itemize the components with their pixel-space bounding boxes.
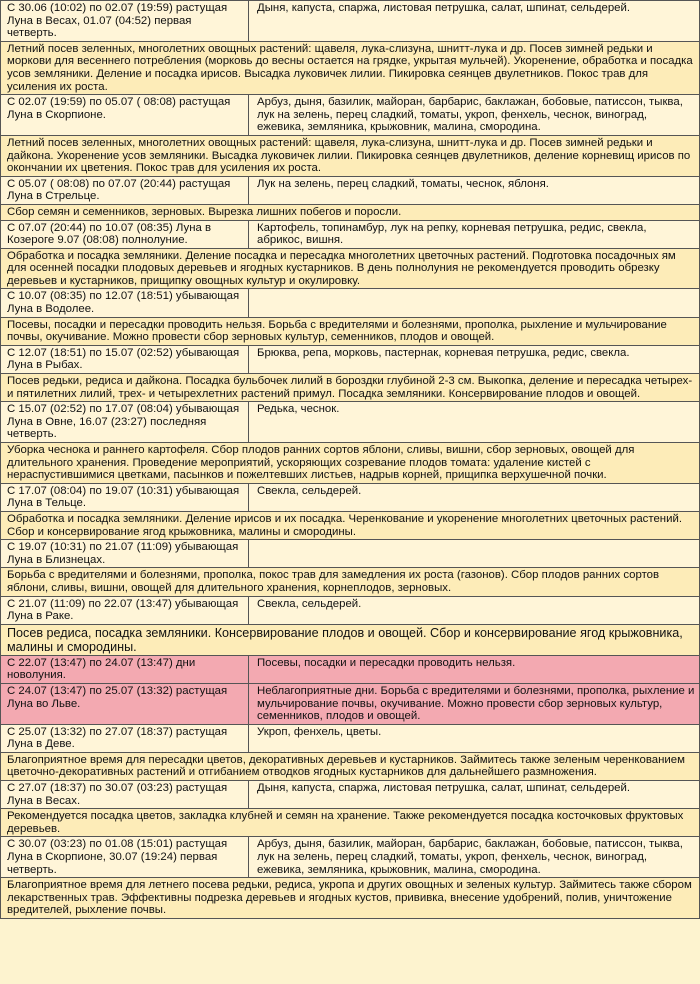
recommendation-row [0,374,700,402]
period-row [0,781,700,809]
recommendation-text: Благоприятное время для летнего посева редьки, редиса, укропа и других овощных и зеленых культур. Займитесь также сбором лекарственных трав. Эффективны подрезка деревьев и ягодных кустов, прививка, внесение удобрений, полив, уничтожение вредителей, рыхление почвы. [7,879,692,917]
period-row [0,484,700,512]
period-cell: С 02.07 (19:59) по 05.07 ( 08:08) растущая Луна в Скорпионе. [1,95,249,135]
period-row [0,289,700,317]
period-cell: С 19.07 (10:31) по 21.07 (11:09) убывающая Луна в Близнецах. [1,540,249,567]
period-cell: С 17.07 (08:04) по 19.07 (10:31) убывающая Луна в Тельце. [1,484,249,511]
recommendation-row [0,878,700,919]
recommendation-row [0,205,700,221]
plants-cell: Арбуз, дыня, базилик, майоран, барбарис, баклажан, бобовые, патиссон, тыква, лук на зелень, перец сладкий, томаты, укроп, фенхель, чеснок, виноград, ежевика, земляника, крыжовник, малина, смородина. [257,96,683,134]
plants-cell: Укроп, фенхель, цветы. [257,725,382,738]
period-row [0,95,700,136]
period-cell: С 22.07 (13:47) по 24.07 (13:47) дни новолуния. [1,656,249,683]
recommendation-text: Сбор семян и семенников, зерновых. Вырезка лишних побегов и поросли. [7,205,402,218]
period-cell: С 21.07 (11:09) по 22.07 (13:47) убывающая Луна в Раке. [1,597,249,624]
plants-cell: Лук на зелень, перец сладкий, томаты, чеснок, яблоня. [257,177,549,190]
recommendation-text: Посев редьки, редиса и дайкона. Посадка бульбочек лилий в бороздки глубиной 2-3 см. Выкопка, деление и пересадка четырех- и пятилетних лилий, трех- и четырехлетних растений примул. Посадка земляники. Консервирование плодов и овощей. [7,375,693,400]
plants-cell: Брюква, репа, морковь, пастернак, корневая петрушка, редис, свекла. [257,346,630,359]
period-cell: С 30.07 (03:23) по 01.08 (15:01) растущая Луна в Скорпионе, 30.07 (19:24) первая четверть. [1,837,249,877]
recommendation-row [0,443,700,484]
recommendation-text: Посев редиса, посадка земляники. Консервирование плодов и овощей. Сбор и консервирование ягод крыжовника, малины и смородины. [7,625,683,654]
recommendation-text: Борьба с вредителями и болезнями, прополка, покос трав для замедления их роста (газонов). Сбор плодов ранних сортов яблони, сливы, вишни, овощей для длительного хранения, корнеплодов, зерновых. [7,569,660,594]
period-cell: С 27.07 (18:37) по 30.07 (03:23) растущая Луна в Весах. [1,781,249,808]
plants-cell: Дыня, капуста, спаржа, листовая петрушка, салат, шпинат, сельдерей. [257,2,631,14]
plants-cell: Свекла, сельдерей. [257,597,362,610]
period-cell: С 30.06 (10:02) по 02.07 (19:59) растущая Луна в Весах, 01.07 (04:52) первая четверть. [1,1,249,41]
plants-cell: Дыня, капуста, спаржа, листовая петрушка, салат, шпинат, сельдерей. [257,782,631,795]
plants-cell: Картофель, топинамбур, лук на репку, корневая петрушка, редис, свекла, абрикос, вишня. [257,221,647,247]
recommendation-row [0,809,700,837]
plants-cell [249,540,699,567]
plants-cell: Арбуз, дыня, базилик, майоран, барбарис, баклажан, бобовые, патиссон, тыква, лук на зелень, перец сладкий, томаты, укроп, фенхель, чеснок, виноград, ежевика, земляника, крыжовник, малина, смородина. [257,838,683,876]
recommendation-text: Уборка чеснока и раннего картофеля. Сбор плодов ранних сортов яблони, сливы, вишни, сбор зерновых, овощей для длительного хранения. Проведение мероприятий, ускоряющих созревание плодов томата: удаление кистей с нераспустившимися цветками, пасынков и пожелтевших листьев, надрыв корней, прищипка верхушечной почки. [7,444,635,482]
period-cell: С 05.07 ( 08:08) по 07.07 (20:44) растущая Луна в Стрельце. [1,177,249,204]
period-row [0,837,700,878]
recommendation-row [0,136,700,177]
recommendation-text: Летний посев зеленных, многолетних овощных растений: щавеля, лука-слизуна, шнитт-лука и др. Посев зимней редьки и моркови для весеннего потребления (морковь до весны остается на грядке, укрытая мульчей). Укоренение, обработка и посадка усов земляники. Деление и посадка ирисов. Высадка луковичек лилии. Пикировка сеянцев двулетников. Покос трав для усиления их роста. [7,42,693,93]
period-row [0,597,700,625]
period-cell: С 24.07 (13:47) по 25.07 (13:32) растущая Луна во Льве. [1,684,249,724]
recommendation-row [0,512,700,540]
recommendation-row [0,568,700,596]
new-moon-row [0,656,700,684]
period-row [0,725,700,753]
recommendation-text: Обработка и посадка земляники. Деление ирисов и их посадка. Черенкование и укоренение многолетних цветочных растений. Сбор и консервирование ягод крыжовника, малины и смородины. [7,512,682,538]
recommendation-row [0,42,700,95]
unfavorable-row [0,684,700,725]
recommendation-text: Благоприятное время для пересадки цветов, декоративных деревьев и кустарников. Займитесь также зеленым черенкованием цветочно-декоративных растений и отгибанием отводков ягодных кустарников для дальнейшего размножения. [7,753,685,779]
recommendation-row [0,249,700,290]
plants-cell: Свекла, сельдерей. [257,484,362,497]
plants-cell: Посевы, посадки и пересадки проводить нельзя. [257,656,516,669]
period-cell: С 25.07 (13:32) по 27.07 (18:37) растущая Луна в Деве. [1,725,249,752]
period-cell: С 15.07 (02:52) по 17.07 (08:04) убывающая Луна в Овне, 16.07 (23:27) последняя четверть. [1,402,249,442]
recommendation-row [0,318,700,346]
recommendation-row [0,753,700,781]
recommendation-text: Рекомендуется посадка цветов, закладка клубней и семян на хранение. Также рекомендуется посадка косточковых фруктовых деревьев. [7,810,684,835]
period-row [0,1,700,42]
period-row [0,540,700,568]
recommendation-text: Летний посев зеленных, многолетних овощных растений: щавеля, лука-слизуна, шнитт-лука и др. Посев зимней редьки и дайкона. Укоренение усов земляники. Высадка луковичек лилии. Пикировка сеянцев двулетников, деление корневищ ирисов по окончании их цветения. Покос трав для усиления их роста. [7,136,691,175]
period-cell: С 12.07 (18:51) по 15.07 (02:52) убывающая Луна в Рыбах. [1,346,249,373]
period-row [0,346,700,374]
period-row [0,402,700,443]
period-row [0,177,700,205]
period-cell: С 10.07 (08:35) по 12.07 (18:51) убывающая Луна в Водолее. [1,289,249,316]
plants-cell: Редька, чеснок. [257,403,340,416]
period-cell: С 07.07 (20:44) по 10.07 (08:35) Луна в Козероге 9.07 (08:08) полнолуние. [1,221,249,248]
recommendation-text: Обработка и посадка земляники. Деление посадка и пересадка многолетних цветочных растений. Подготовка посадочных ям для осенней посадки плодовых деревьев и ягодных кустарников. В день полнолуния не рекомендуется проводить обрезку деревьев и кустарников, прищипку овощных культур и окулировку. [7,249,676,287]
plants-cell [249,289,699,316]
recommendation-text: Посевы, посадки и пересадки проводить нельзя. Борьба с вредителями и болезнями, прополка, рыхление и мульчирование почвы, окучивание. Можно провести сбор зерновых культур, семенников, плодов и овощей. [7,318,667,344]
recommendation-row [0,625,700,656]
period-row [0,221,700,249]
plants-cell: Неблагоприятные дни. Борьба с вредителями и болезнями, прополка, рыхление и мульчирование почвы, окучивание. Можно провести сбор зерновых культур, семенников, плодов и овощей. [257,684,695,723]
